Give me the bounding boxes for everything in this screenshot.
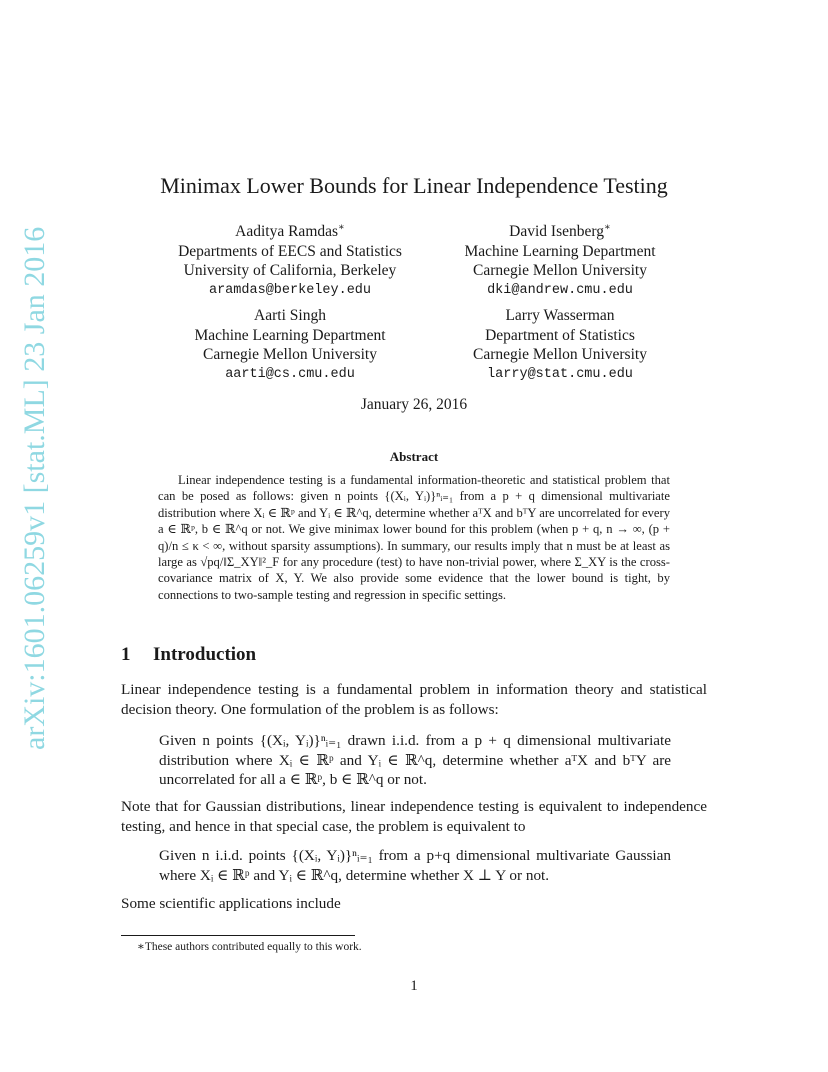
abstract-body [158,472,670,603]
paragraph [121,797,707,836]
footnote-rule [121,935,355,936]
section-number: 1 [121,644,131,665]
author-block-4 [410,306,710,384]
paragraph-text: Given n i.i.d. points {(Xᵢ, Yᵢ)}ⁿᵢ₌₁ from a p+q dimensional multivariate Gaussian where Xᵢ ∈ ℝᵖ and Yᵢ ∈ ℝ^q, determine whether X ⊥ Y or not. [159,847,671,884]
author-block-2 [410,222,710,300]
paragraph-text: Linear independence testing is a fundamental problem in information theory and statistical decision theory. One formulation of the problem is as follows: [121,681,707,718]
abstract-text: Linear independence testing is a fundamental information-theoretic and statistical problem that can be posed as follows: given n points {(Xᵢ, Yᵢ)}ⁿᵢ₌₁ from a p + q dimensional multivariate distribution where Xᵢ ∈ ℝᵖ and Yᵢ ∈ ℝ^q, determine whether aᵀX and bᵀY are uncorrelated for every a ∈ ℝᵖ, b ∈ ℝ^q or not. We give minimax lower bound for this problem (when p + q, n → ∞, (p + q)/n ≤ κ < ∞, without sparsity assumptions). In summary, our results imply that n must be at least as large as √pq/‖Σ_XY‖²_F for any procedure (test) to have non-trivial power, where Σ_XY is the cross-covariance matrix of X, Y. We also provide some evidence that the lower bound is tight, by connections to two-sample testing and regression in specific settings. [158,473,670,602]
abstract-heading: Abstract [389,449,439,464]
paragraph [121,680,707,719]
author-name: Aarti Singh [254,307,326,324]
author-email: aarti@cs.cmu.edu [225,366,355,382]
author-name: David Isenberg∗ [509,221,611,240]
author-univ: Carnegie Mellon University [473,346,647,363]
problem-statement [159,731,671,790]
page-number: 1 [410,978,418,994]
author-name: Aaditya Ramdas∗ [235,221,345,240]
problem-statement [159,846,671,885]
footnote: ∗These authors contributed equally to this work. [137,941,362,953]
author-block-1 [140,222,440,300]
author-email: dki@andrew.cmu.edu [487,282,633,298]
author-univ: University of California, Berkeley [183,262,397,279]
author-email: aramdas@berkeley.edu [208,282,372,298]
author-dept: Departments of EECS and Statistics [178,242,402,260]
paragraph-text: Given n points {(Xᵢ, Yᵢ)}ⁿᵢ₌₁ drawn i.i.d. from a p + q dimensional multivariate distribution where Xᵢ ∈ ℝᵖ and Yᵢ ∈ ℝ^q, determine whether aᵀX and bᵀY are uncorrelated for all a ∈ ℝᵖ, b ∈ ℝ^q or not. [159,732,671,789]
paragraph [121,894,707,914]
paper-title: Minimax Lower Bounds for Linear Independence Testing [160,173,668,198]
author-email: larry@stat.cmu.edu [487,366,633,382]
author-univ: Carnegie Mellon University [473,262,647,279]
author-block-3 [140,306,440,384]
section-title: Introduction [153,644,257,665]
section-heading [121,644,256,666]
author-dept: Machine Learning Department [194,326,386,344]
author-univ: Carnegie Mellon University [203,346,377,363]
author-dept: Department of Statistics [485,326,635,344]
arxiv-identifier-stamp: arXiv:1601.06259v1 [stat.ML] 23 Jan 2016 [18,226,51,750]
author-dept: Machine Learning Department [464,242,656,260]
paper-date: January 26, 2016 [360,396,468,413]
author-name: Larry Wasserman [505,307,615,324]
paragraph-text: Some scientific applications include [121,895,341,912]
paragraph-text: Note that for Gaussian distributions, linear independence testing is equivalent to independence testing, and hence in that special case, the problem is equivalent to [121,798,707,835]
